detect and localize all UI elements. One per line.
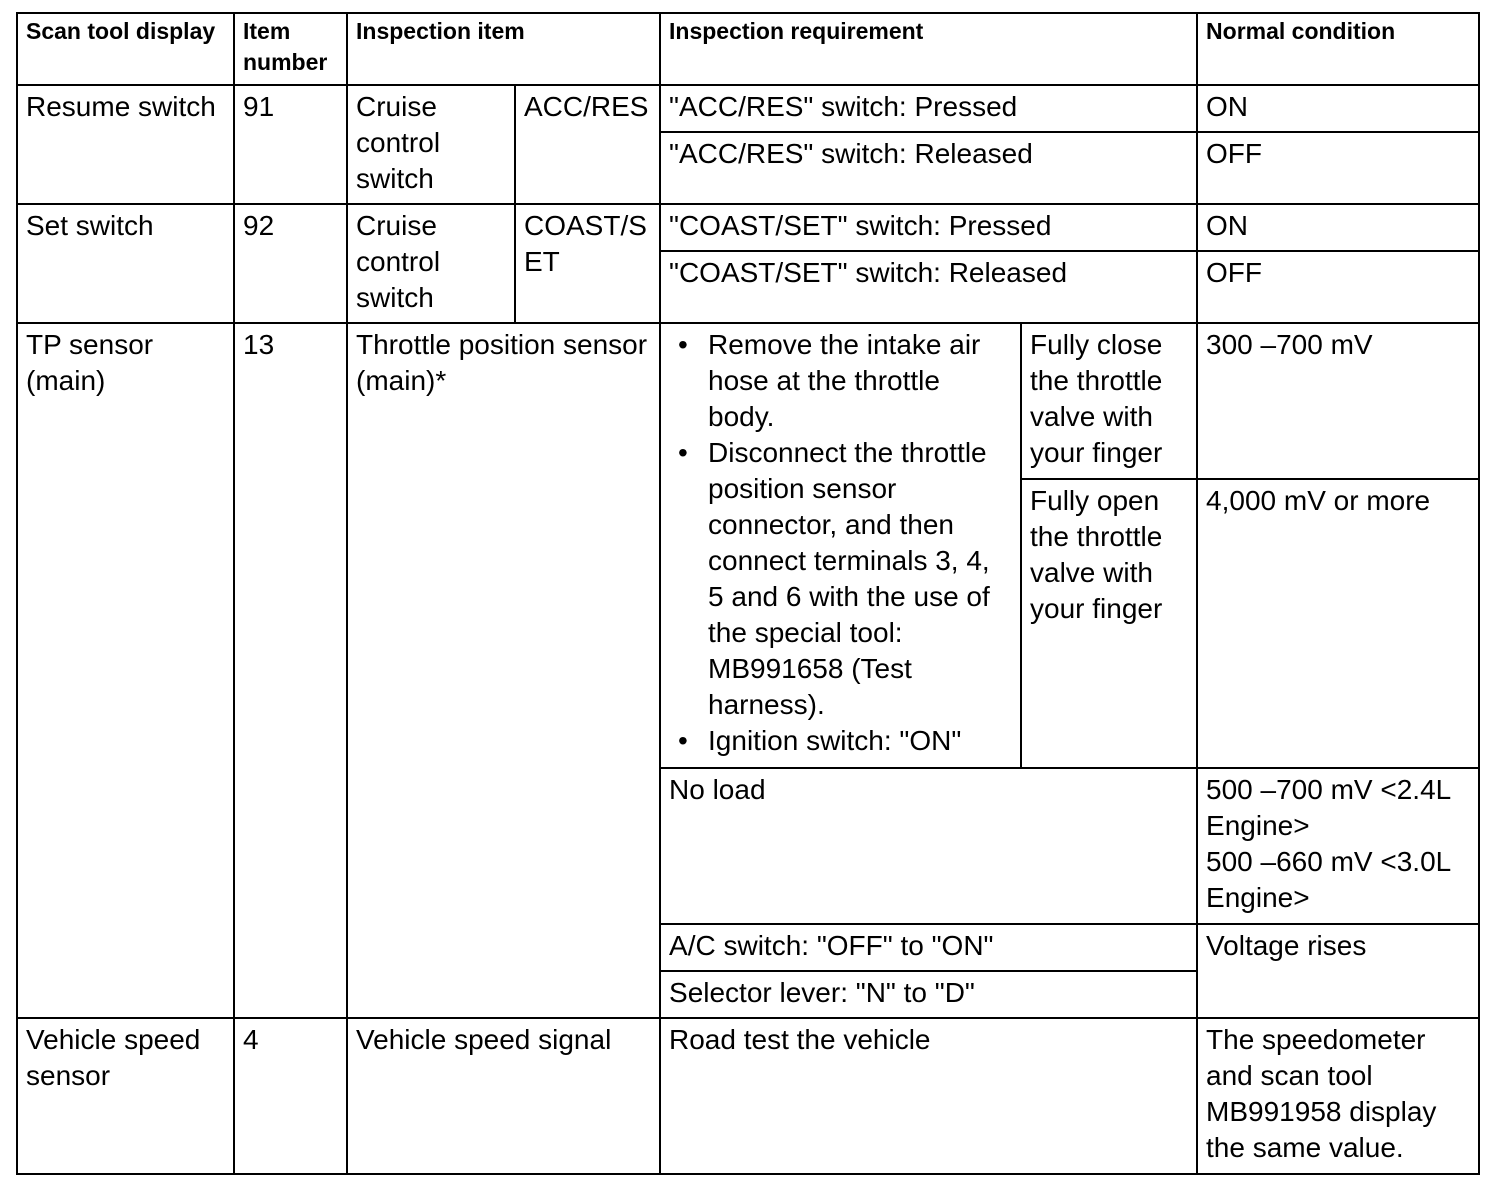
- header-row: [17, 13, 1479, 85]
- inspection-steps-cell: [660, 323, 1021, 768]
- normal-condition-cell: Voltage rises: [1197, 924, 1479, 1018]
- scan-tool-display-cell: Set switch: [17, 204, 234, 323]
- item-number-cell: 13: [234, 323, 347, 1018]
- condition-3-0l: 500 –660 mV <3.0L Engine>: [1206, 846, 1451, 913]
- item-number-cell: 91: [234, 85, 347, 204]
- inspection-requirement-cell: "COAST/SET" switch: Pressed: [660, 204, 1197, 251]
- normal-condition-cell: OFF: [1197, 251, 1479, 323]
- inspection-steps-list: [669, 327, 1012, 759]
- normal-condition-cell: ON: [1197, 85, 1479, 132]
- table-row: [17, 323, 1479, 479]
- header-item-number: Item number: [234, 13, 347, 85]
- inspection-table: [16, 12, 1480, 1175]
- inspection-requirement-cell: "ACC/RES" switch: Pressed: [660, 85, 1197, 132]
- inspection-sub-item-cell: ACC/RES: [515, 85, 660, 204]
- normal-condition-cell: The speedometer and scan tool MB991958 display the same value.: [1197, 1018, 1479, 1174]
- item-number-cell: 92: [234, 204, 347, 323]
- throttle-close-cell: Fully close the throttle valve with your finger: [1021, 323, 1197, 479]
- header-inspection-requirement: Inspection requirement: [660, 13, 1197, 85]
- inspection-sub-item-cell: COAST/SET: [515, 204, 660, 323]
- header-normal-condition: Normal condition: [1197, 13, 1479, 85]
- header-scan-tool-display: Scan tool display: [17, 13, 234, 85]
- list-item: • Remove the intake air hose at the throttle body.: [669, 327, 1012, 435]
- inspection-item-cell: Cruise control switch: [347, 204, 515, 323]
- inspection-requirement-cell: "COAST/SET" switch: Released: [660, 251, 1197, 323]
- inspection-item-cell: Throttle position sensor (main)*: [347, 323, 660, 1018]
- throttle-open-cell: Fully open the throttle valve with your finger: [1021, 479, 1197, 768]
- inspection-requirement-cell: Road test the vehicle: [660, 1018, 1197, 1174]
- scan-tool-display-cell: Resume switch: [17, 85, 234, 204]
- normal-condition-cell: OFF: [1197, 132, 1479, 204]
- normal-condition-cell: [1197, 768, 1479, 924]
- list-item: • Ignition switch: "ON": [669, 723, 1012, 759]
- item-number-cell: 4: [234, 1018, 347, 1174]
- normal-condition-cell: 4,000 mV or more: [1197, 479, 1479, 768]
- header-inspection-item: Inspection item: [347, 13, 660, 85]
- inspection-requirement-cell: "ACC/RES" switch: Released: [660, 132, 1197, 204]
- table-row: [17, 85, 1479, 132]
- inspection-requirement-cell: Selector lever: "N" to "D": [660, 971, 1197, 1018]
- inspection-requirement-cell: No load: [660, 768, 1197, 924]
- list-item: • Disconnect the throttle position sensor connector, and then connect terminals 3, 4, 5 and 6 with the use of the special tool: MB991658 (Test harness).: [669, 435, 1012, 723]
- table-row: [17, 204, 1479, 251]
- inspection-item-cell: Vehicle speed signal: [347, 1018, 660, 1174]
- scan-tool-display-cell: Vehicle speed sensor: [17, 1018, 234, 1174]
- normal-condition-cell: 300 –700 mV: [1197, 323, 1479, 479]
- scan-tool-display-cell: TP sensor (main): [17, 323, 234, 1018]
- inspection-item-cell: Cruise control switch: [347, 85, 515, 204]
- normal-condition-cell: ON: [1197, 204, 1479, 251]
- inspection-requirement-cell: A/C switch: "OFF" to "ON": [660, 924, 1197, 971]
- condition-2-4l: 500 –700 mV <2.4L Engine>: [1206, 774, 1451, 841]
- table-row: [17, 1018, 1479, 1174]
